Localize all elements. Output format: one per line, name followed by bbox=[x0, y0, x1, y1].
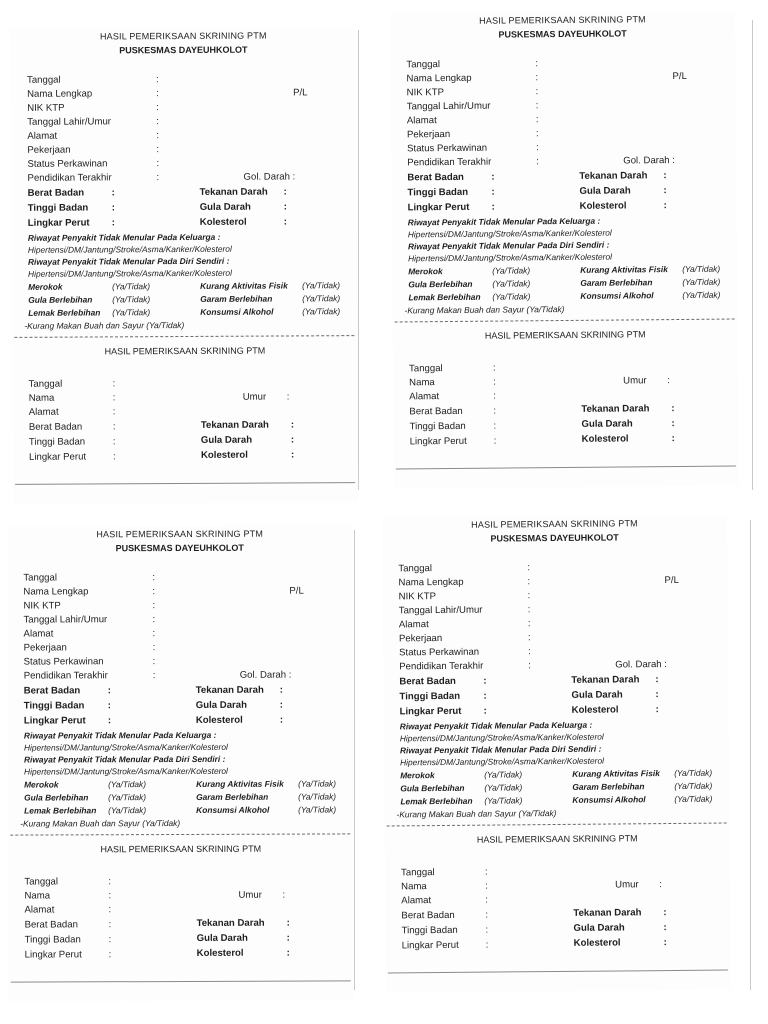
colon: : bbox=[108, 949, 112, 961]
label-lingkar-perut: Lingkar Perut bbox=[23, 715, 86, 727]
yatidak-option: (Ya/Tidak) bbox=[484, 782, 523, 793]
colon: : bbox=[491, 171, 495, 183]
riwayat-diri-list: Hipertensi/DM/Jantung/Stroke/Asma/Kanker/Kolesterol bbox=[408, 251, 612, 264]
colon: : bbox=[108, 890, 112, 902]
yatidak-option: (Ya/Tidak) bbox=[298, 804, 337, 815]
lower-label-kolesterol: Kolesterol bbox=[581, 433, 629, 445]
label-nik-ktp: NIK KTP bbox=[398, 591, 437, 603]
colon: : bbox=[527, 604, 531, 616]
lower-label-nama: Nama bbox=[409, 377, 435, 389]
colon: : bbox=[108, 904, 112, 916]
colon: : bbox=[491, 186, 495, 198]
riwayat-keluarga-list: Hipertensi/DM/Jantung/Stroke/Asma/Kanker/Kolesterol bbox=[23, 741, 228, 753]
faktor-merokok: Merokok bbox=[28, 281, 63, 292]
screening-form-card bbox=[390, 11, 739, 489]
faktor-aktivitas-fisik: Kurang Aktivitas Fisik bbox=[200, 280, 288, 291]
label-tinggi-badan: Tinggi Badan bbox=[399, 690, 461, 703]
riwayat-diri-list: Hipertensi/DM/Jantung/Stroke/Asma/Kanker/Kolesterol bbox=[400, 755, 604, 768]
riwayat-diri-label: Riwayat Penyakit Tidak Menular Pada Diri Sendiri : bbox=[27, 255, 230, 267]
form-title: HASIL PEMERIKSAAN SKRINING PTM bbox=[479, 14, 646, 26]
label-gula-darah: Gula Darah bbox=[579, 185, 631, 197]
colon: : bbox=[156, 144, 160, 156]
colon: : bbox=[112, 392, 116, 404]
faktor-aktivitas-fisik: Kurang Aktivitas Fisik bbox=[196, 778, 284, 789]
screening-form-card bbox=[382, 515, 731, 993]
label-gula-darah: Gula Darah bbox=[199, 201, 251, 213]
riwayat-keluarga-label: Riwayat Penyakit Tidak Menular Pada Keluarga : bbox=[27, 231, 221, 243]
colon: : bbox=[112, 421, 116, 433]
colon: : bbox=[152, 670, 156, 682]
lower-label-nama: Nama bbox=[28, 392, 55, 404]
label-berat-badan: Berat Badan bbox=[27, 187, 85, 199]
label-pendidikan: Pendidikan Terakhir bbox=[27, 172, 112, 184]
colon: : bbox=[671, 433, 675, 445]
lower-label-umur: Umur bbox=[623, 375, 647, 387]
label-jenis-kelamin: P/L bbox=[293, 87, 308, 99]
lower-label-tanggal: Tanggal bbox=[28, 378, 63, 390]
colon: : bbox=[535, 114, 539, 126]
lower-form-title: HASIL PEMERIKSAAN SKRINING PTM bbox=[104, 345, 266, 357]
cut-line bbox=[354, 530, 355, 990]
lower-label-tinggi-badan: Tinggi Badan bbox=[409, 420, 466, 433]
lower-label-umur: Umur bbox=[242, 391, 267, 403]
label-berat-badan: Berat Badan bbox=[407, 171, 464, 184]
label-nik-ktp: NIK KTP bbox=[27, 102, 65, 114]
label-nama-lengkap: Nama Lengkap bbox=[23, 586, 89, 598]
yatidak-option: (Ya/Tidak) bbox=[108, 779, 147, 790]
label-tinggi-badan: Tinggi Badan bbox=[27, 202, 89, 214]
label-nik-ktp: NIK KTP bbox=[23, 600, 61, 612]
label-kolesterol: Kolesterol bbox=[199, 216, 247, 228]
yatidak-option: (Ya/Tidak) bbox=[302, 280, 341, 291]
faktor-garam-berlebihan: Garam Berlebihan bbox=[196, 791, 269, 802]
label-tekanan-darah: Tekanan Darah bbox=[195, 684, 264, 696]
label-gol-darah: Gol. Darah : bbox=[623, 155, 676, 167]
yatidak-option: (Ya/Tidak) bbox=[484, 795, 523, 806]
lower-label-kolesterol: Kolesterol bbox=[573, 937, 621, 949]
lower-label-alamat: Alamat bbox=[24, 904, 55, 916]
label-nik-ktp: NIK KTP bbox=[406, 87, 445, 99]
label-kolesterol: Kolesterol bbox=[571, 704, 619, 716]
faktor-lemak-berlebihan: Lemak Berlebihan bbox=[28, 307, 101, 318]
colon: : bbox=[527, 618, 531, 630]
faktor-gula-berlebihan: Gula Berlebihan bbox=[400, 782, 465, 794]
colon: : bbox=[493, 435, 497, 447]
label-gol-darah: Gol. Darah : bbox=[243, 171, 296, 183]
faktor-merokok: Merokok bbox=[408, 266, 443, 277]
lower-label-nama: Nama bbox=[401, 881, 427, 893]
colon: : bbox=[283, 216, 288, 228]
colon: : bbox=[535, 58, 539, 70]
cut-divider bbox=[395, 319, 735, 323]
riwayat-diri-label: Riwayat Penyakit Tidak Menular Pada Diri Sendiri : bbox=[399, 743, 602, 756]
lower-label-alamat: Alamat bbox=[401, 895, 432, 907]
colon: : bbox=[156, 102, 159, 114]
colon: : bbox=[485, 909, 489, 921]
lower-label-tanggal: Tanggal bbox=[24, 876, 59, 888]
label-pendidikan: Pendidikan Terakhir bbox=[23, 670, 108, 682]
yatidak-option: (Ya/Tidak) bbox=[674, 767, 713, 778]
form-subtitle: PUSKESMAS DAYEUHKOLOT bbox=[115, 542, 244, 554]
label-nama-lengkap: Nama Lengkap bbox=[398, 576, 464, 589]
lower-label-umur: Umur bbox=[615, 879, 639, 891]
lower-label-tinggi-badan: Tinggi Badan bbox=[401, 924, 458, 937]
lower-label-tekanan-darah: Tekanan Darah bbox=[196, 917, 265, 929]
riwayat-keluarga-label: Riwayat Penyakit Tidak Menular Pada Keluarga : bbox=[23, 729, 217, 741]
colon: : bbox=[290, 419, 295, 431]
faktor-buah-sayur: -Kurang Makan Buah dan Sayur (Ya/Tidak) bbox=[396, 808, 557, 820]
label-berat-badan: Berat Badan bbox=[399, 675, 456, 688]
colon: : bbox=[279, 684, 283, 696]
colon: : bbox=[290, 434, 295, 446]
cut-line bbox=[752, 20, 753, 490]
label-pekerjaan: Pekerjaan bbox=[23, 642, 67, 654]
colon: : bbox=[528, 646, 531, 658]
label-tanggal: Tanggal bbox=[398, 563, 433, 575]
colon: : bbox=[290, 449, 295, 461]
lower-label-lingkar-perut: Lingkar Perut bbox=[409, 435, 467, 448]
lower-label-gula-darah: Gula Darah bbox=[581, 418, 633, 430]
colon: : bbox=[485, 894, 488, 906]
colon: : bbox=[112, 378, 116, 390]
colon: : bbox=[279, 714, 284, 726]
label-pekerjaan: Pekerjaan bbox=[398, 632, 443, 645]
lower-label-gula-darah: Gula Darah bbox=[196, 932, 248, 944]
colon: : bbox=[107, 685, 111, 697]
lower-label-kolesterol: Kolesterol bbox=[200, 449, 248, 461]
screening-form-card bbox=[7, 525, 354, 1001]
faktor-gula-berlebihan: Gula Berlebihan bbox=[28, 294, 93, 305]
faktor-merokok: Merokok bbox=[400, 770, 435, 781]
lower-label-tinggi-badan: Tinggi Badan bbox=[24, 934, 81, 946]
colon: : bbox=[527, 590, 531, 602]
colon: : bbox=[111, 187, 115, 199]
faktor-buah-sayur: -Kurang Makan Buah dan Sayur (Ya/Tidak) bbox=[24, 320, 185, 331]
label-pendidikan: Pendidikan Terakhir bbox=[399, 660, 484, 673]
form-title: HASIL PEMERIKSAAN SKRINING PTM bbox=[99, 30, 267, 42]
colon: : bbox=[112, 406, 116, 418]
lower-label-tekanan-darah: Tekanan Darah bbox=[581, 403, 650, 415]
lower-label-tinggi-badan: Tinggi Badan bbox=[28, 436, 86, 448]
riwayat-diri-list: Hipertensi/DM/Jantung/Stroke/Asma/Kanker/Kolesterol bbox=[24, 765, 228, 777]
yatidak-option: (Ya/Tidak) bbox=[108, 792, 147, 803]
yatidak-option: (Ya/Tidak) bbox=[298, 791, 337, 802]
form-title: HASIL PEMERIKSAAN SKRINING PTM bbox=[96, 528, 264, 540]
label-status-perkawinan: Status Perkawinan bbox=[399, 646, 480, 659]
colon: : bbox=[483, 690, 487, 702]
faktor-buah-sayur: -Kurang Makan Buah dan Sayur (Ya/Tidak) bbox=[20, 818, 181, 829]
lower-label-lingkar-perut: Lingkar Perut bbox=[401, 939, 459, 952]
faktor-lemak-berlebihan: Lemak Berlebihan bbox=[408, 291, 481, 303]
colon: : bbox=[152, 600, 156, 612]
label-alamat: Alamat bbox=[406, 115, 437, 127]
label-gol-darah: Gol. Darah : bbox=[615, 659, 668, 671]
colon: : bbox=[152, 572, 156, 584]
faktor-gula-berlebihan: Gula Berlebihan bbox=[408, 278, 473, 290]
cut-divider bbox=[14, 335, 354, 338]
yatidak-option: (Ya/Tidak) bbox=[674, 793, 713, 804]
lower-label-berat-badan: Berat Badan bbox=[409, 405, 463, 418]
colon: : bbox=[493, 390, 496, 402]
colon: : bbox=[283, 201, 287, 213]
lower-label-alamat: Alamat bbox=[28, 406, 59, 418]
colon: : bbox=[485, 939, 489, 951]
colon: : bbox=[156, 172, 160, 184]
colon: : bbox=[493, 420, 497, 432]
lower-label-berat-badan: Berat Badan bbox=[28, 421, 83, 433]
label-tanggal: Tanggal bbox=[406, 59, 441, 71]
label-tekanan-darah: Tekanan Darah bbox=[579, 170, 648, 182]
colon: : bbox=[107, 700, 112, 712]
colon: : bbox=[279, 699, 284, 711]
label-pekerjaan: Pekerjaan bbox=[27, 144, 71, 156]
faktor-lemak-berlebihan: Lemak Berlebihan bbox=[24, 805, 97, 816]
faktor-garam-berlebihan: Garam Berlebihan bbox=[572, 781, 645, 792]
lower-label-lingkar-perut: Lingkar Perut bbox=[24, 949, 82, 961]
faktor-konsumsi-alkohol: Konsumsi Alkohol bbox=[200, 306, 274, 317]
faktor-garam-berlebihan: Garam Berlebihan bbox=[200, 293, 273, 304]
colon: : bbox=[156, 116, 159, 128]
colon: : bbox=[156, 158, 160, 170]
colon: : bbox=[484, 866, 488, 878]
label-gula-darah: Gula Darah bbox=[571, 689, 623, 701]
label-lingkar-perut: Lingkar Perut bbox=[27, 217, 90, 229]
yatidak-option: (Ya/Tidak) bbox=[492, 291, 531, 302]
yatidak-option: (Ya/Tidak) bbox=[492, 278, 531, 289]
faktor-aktivitas-fisik: Kurang Aktivitas Fisik bbox=[580, 264, 668, 275]
colon: : bbox=[156, 130, 160, 142]
colon: : bbox=[286, 917, 290, 929]
faktor-lemak-berlebihan: Lemak Berlebihan bbox=[400, 795, 473, 807]
colon: : bbox=[655, 704, 659, 716]
colon: : bbox=[107, 715, 112, 727]
colon: : bbox=[663, 922, 667, 934]
colon: : bbox=[108, 934, 112, 946]
colon: : bbox=[527, 562, 531, 574]
card-bottom-rule bbox=[15, 482, 355, 485]
cut-line bbox=[358, 30, 359, 490]
label-tekanan-darah: Tekanan Darah bbox=[199, 186, 268, 198]
label-tanggal-lahir-umur: Tanggal Lahir/Umur bbox=[27, 116, 112, 128]
colon: : bbox=[535, 86, 539, 98]
label-kolesterol: Kolesterol bbox=[195, 714, 243, 726]
colon: : bbox=[108, 919, 112, 931]
faktor-merokok: Merokok bbox=[24, 779, 59, 790]
colon: : bbox=[152, 628, 156, 640]
label-tanggal-lahir-umur: Tanggal Lahir/Umur bbox=[406, 100, 491, 113]
cut-divider bbox=[10, 833, 350, 835]
label-status-perkawinan: Status Perkawinan bbox=[23, 656, 104, 668]
colon: : bbox=[671, 418, 675, 430]
faktor-konsumsi-alkohol: Konsumsi Alkohol bbox=[572, 794, 646, 805]
colon: : bbox=[491, 201, 495, 213]
yatidak-option: (Ya/Tidak) bbox=[682, 263, 721, 274]
lower-label-umur: Umur bbox=[238, 889, 262, 901]
colon: : bbox=[156, 88, 159, 100]
label-berat-badan: Berat Badan bbox=[23, 685, 81, 697]
label-status-perkawinan: Status Perkawinan bbox=[407, 142, 488, 155]
card-bottom-rule bbox=[388, 970, 728, 974]
form-subtitle: PUSKESMAS DAYEUHKOLOT bbox=[498, 28, 627, 40]
lower-label-gula-darah: Gula Darah bbox=[200, 434, 253, 446]
yatidak-option: (Ya/Tidak) bbox=[492, 265, 531, 276]
label-nama-lengkap: Nama Lengkap bbox=[406, 72, 472, 85]
colon: : bbox=[152, 656, 156, 668]
label-jenis-kelamin: P/L bbox=[672, 70, 687, 83]
card-bottom-rule bbox=[11, 980, 351, 982]
colon: : bbox=[659, 879, 662, 891]
faktor-konsumsi-alkohol: Konsumsi Alkohol bbox=[196, 804, 270, 815]
label-jenis-kelamin: P/L bbox=[664, 574, 679, 587]
faktor-gula-berlebihan: Gula Berlebihan bbox=[24, 792, 89, 803]
colon: : bbox=[663, 907, 667, 919]
form-title: HASIL PEMERIKSAAN SKRINING PTM bbox=[471, 518, 638, 530]
riwayat-keluarga-label: Riwayat Penyakit Tidak Menular Pada Keluarga : bbox=[407, 215, 601, 228]
label-pendidikan: Pendidikan Terakhir bbox=[407, 156, 492, 169]
colon: : bbox=[108, 876, 112, 888]
colon: : bbox=[667, 375, 670, 387]
label-alamat: Alamat bbox=[23, 628, 54, 640]
lower-label-berat-badan: Berat Badan bbox=[24, 919, 78, 931]
faktor-konsumsi-alkohol: Konsumsi Alkohol bbox=[580, 290, 654, 301]
riwayat-keluarga-list: Hipertensi/DM/Jantung/Stroke/Asma/Kanker/Kolesterol bbox=[27, 243, 232, 255]
colon: : bbox=[111, 202, 115, 214]
colon: : bbox=[527, 576, 531, 588]
cut-divider bbox=[387, 823, 727, 827]
colon: : bbox=[283, 186, 287, 198]
colon: : bbox=[663, 937, 667, 949]
riwayat-diri-label: Riwayat Penyakit Tidak Menular Pada Diri Sendiri : bbox=[23, 753, 226, 765]
colon: : bbox=[155, 74, 159, 86]
yatidak-option: (Ya/Tidak) bbox=[112, 307, 151, 318]
yatidak-option: (Ya/Tidak) bbox=[674, 780, 713, 791]
cut-line bbox=[750, 520, 751, 990]
lower-form-title: HASIL PEMERIKSAAN SKRINING PTM bbox=[100, 843, 262, 855]
colon: : bbox=[152, 642, 156, 654]
yatidak-option: (Ya/Tidak) bbox=[302, 306, 341, 317]
label-lingkar-perut: Lingkar Perut bbox=[407, 201, 470, 214]
colon: : bbox=[485, 880, 488, 892]
colon: : bbox=[492, 362, 496, 374]
yatidak-option: (Ya/Tidak) bbox=[682, 289, 721, 300]
colon: : bbox=[655, 689, 659, 701]
label-gol-darah: Gol. Darah : bbox=[239, 669, 292, 681]
riwayat-keluarga-list: Hipertensi/DM/Jantung/Stroke/Asma/Kanker/Kolesterol bbox=[407, 227, 612, 240]
lower-label-lingkar-perut: Lingkar Perut bbox=[28, 451, 87, 463]
colon: : bbox=[655, 674, 659, 686]
yatidak-option: (Ya/Tidak) bbox=[302, 293, 341, 304]
riwayat-keluarga-label: Riwayat Penyakit Tidak Menular Pada Keluarga : bbox=[399, 719, 593, 732]
label-status-perkawinan: Status Perkawinan bbox=[27, 158, 108, 170]
riwayat-diri-list: Hipertensi/DM/Jantung/Stroke/Asma/Kanker/Kolesterol bbox=[28, 267, 232, 279]
colon: : bbox=[286, 932, 290, 944]
colon: : bbox=[111, 217, 116, 229]
colon: : bbox=[282, 889, 286, 901]
label-alamat: Alamat bbox=[27, 130, 58, 142]
riwayat-keluarga-list: Hipertensi/DM/Jantung/Stroke/Asma/Kanker/Kolesterol bbox=[399, 731, 604, 744]
lower-label-nama: Nama bbox=[24, 890, 51, 902]
colon: : bbox=[286, 947, 290, 959]
yatidak-option: (Ya/Tidak) bbox=[112, 281, 151, 292]
label-nama-lengkap: Nama Lengkap bbox=[27, 88, 93, 100]
label-tekanan-darah: Tekanan Darah bbox=[571, 674, 640, 686]
label-jenis-kelamin: P/L bbox=[289, 585, 304, 597]
colon: : bbox=[663, 170, 667, 182]
yatidak-option: (Ya/Tidak) bbox=[484, 769, 523, 780]
lower-label-tekanan-darah: Tekanan Darah bbox=[200, 419, 269, 431]
colon: : bbox=[528, 660, 531, 672]
label-alamat: Alamat bbox=[398, 619, 429, 631]
lower-form-title: HASIL PEMERIKSAAN SKRINING PTM bbox=[484, 329, 646, 341]
colon: : bbox=[152, 614, 156, 626]
label-tinggi-badan: Tinggi Badan bbox=[407, 186, 469, 199]
label-tanggal-lahir-umur: Tanggal Lahir/Umur bbox=[23, 614, 108, 626]
faktor-buah-sayur: -Kurang Makan Buah dan Sayur (Ya/Tidak) bbox=[404, 304, 565, 316]
yatidak-option: (Ya/Tidak) bbox=[298, 778, 337, 789]
label-kolesterol: Kolesterol bbox=[579, 200, 627, 212]
lower-form-title: HASIL PEMERIKSAAN SKRINING PTM bbox=[476, 833, 638, 845]
label-tanggal-lahir-umur: Tanggal Lahir/Umur bbox=[398, 604, 483, 617]
faktor-garam-berlebihan: Garam Berlebihan bbox=[580, 277, 653, 288]
screening-form-card bbox=[11, 27, 358, 504]
colon: : bbox=[493, 405, 497, 417]
yatidak-option: (Ya/Tidak) bbox=[108, 805, 147, 816]
label-lingkar-perut: Lingkar Perut bbox=[399, 705, 462, 718]
colon: : bbox=[112, 451, 116, 463]
lower-label-tekanan-darah: Tekanan Darah bbox=[573, 907, 642, 919]
riwayat-diri-label: Riwayat Penyakit Tidak Menular Pada Diri Sendiri : bbox=[407, 239, 610, 252]
colon: : bbox=[663, 200, 667, 212]
lower-label-gula-darah: Gula Darah bbox=[573, 922, 625, 934]
yatidak-option: (Ya/Tidak) bbox=[682, 276, 721, 287]
colon: : bbox=[483, 705, 487, 717]
colon: : bbox=[536, 156, 539, 168]
label-tinggi-badan: Tinggi Badan bbox=[23, 700, 85, 712]
lower-label-kolesterol: Kolesterol bbox=[196, 947, 244, 959]
colon: : bbox=[527, 632, 531, 644]
lower-label-alamat: Alamat bbox=[409, 391, 440, 403]
colon: : bbox=[535, 72, 539, 84]
label-tanggal: Tanggal bbox=[26, 74, 61, 86]
yatidak-option: (Ya/Tidak) bbox=[112, 294, 151, 305]
faktor-aktivitas-fisik: Kurang Aktivitas Fisik bbox=[572, 768, 660, 779]
colon: : bbox=[663, 185, 667, 197]
colon: : bbox=[671, 403, 675, 415]
card-bottom-rule bbox=[396, 466, 736, 470]
lower-label-tanggal: Tanggal bbox=[408, 363, 443, 375]
form-subtitle: PUSKESMAS DAYEUHKOLOT bbox=[119, 44, 248, 56]
form-subtitle: PUSKESMAS DAYEUHKOLOT bbox=[490, 532, 619, 544]
label-pekerjaan: Pekerjaan bbox=[406, 128, 451, 141]
colon: : bbox=[112, 436, 116, 448]
colon: : bbox=[483, 675, 487, 687]
lower-label-tanggal: Tanggal bbox=[400, 867, 435, 879]
colon: : bbox=[286, 391, 290, 403]
colon: : bbox=[535, 100, 539, 112]
colon: : bbox=[485, 924, 489, 936]
colon: : bbox=[536, 142, 539, 154]
colon: : bbox=[152, 586, 156, 598]
label-tanggal: Tanggal bbox=[23, 572, 57, 584]
label-gula-darah: Gula Darah bbox=[195, 699, 248, 711]
colon: : bbox=[535, 128, 539, 140]
colon: : bbox=[493, 376, 496, 388]
lower-label-berat-badan: Berat Badan bbox=[401, 909, 455, 922]
